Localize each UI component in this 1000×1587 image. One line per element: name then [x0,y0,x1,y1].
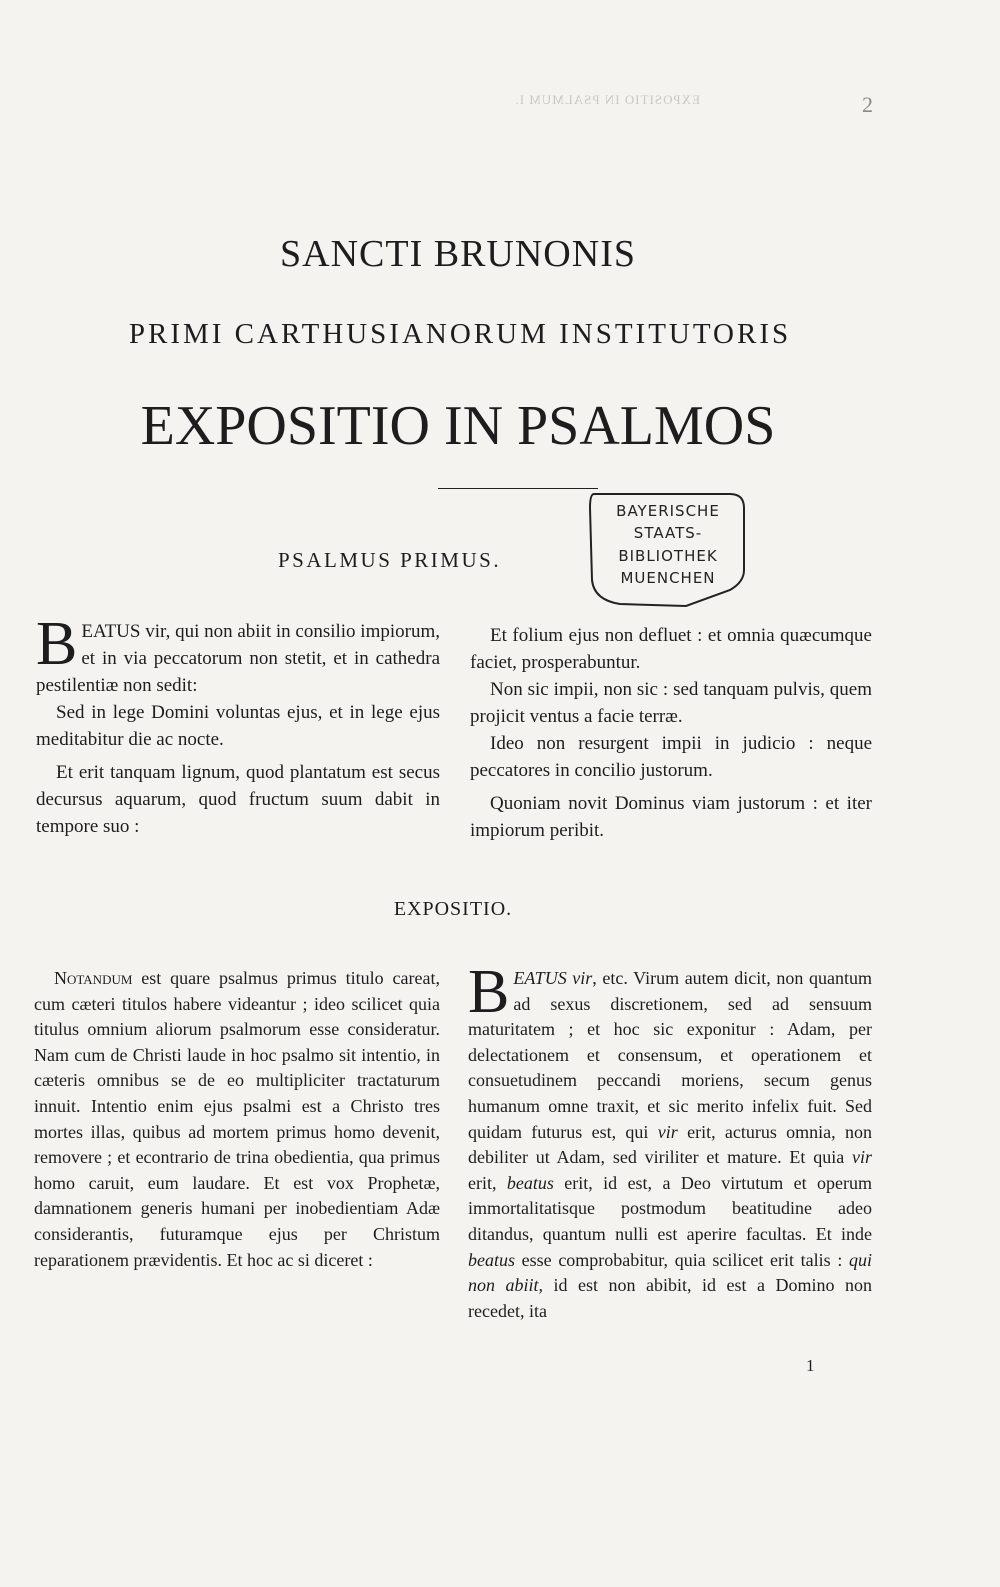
commentary-lead-word: Notandum [54,968,133,988]
commentary-run: qui non abiit, [468,1249,872,1296]
psalm-verse-3: Et erit tanquam lignum, quod plantatum est secus decursus aquarum, quod fructum suum dabit in tempore suo : [36,762,440,837]
psalm-column-right [470,622,872,844]
commentary-run: vir [657,1121,678,1142]
stamp-line2: STAATS- [633,524,703,542]
psalm-verse-6: Ideo non resurgent impii in judicio : neque peccatores in concilio justorum. [470,733,872,781]
page-number: 1 [806,1356,815,1375]
library-stamp [580,482,750,610]
commentary-run: , etc. Virum autem dicit, non quantum ad sexus discretionem, sed ad sensuum maturitatem ; et hoc sic exponitur : Adam, per delectationem et consensum, et operationem et consuetudinem peccandi moriens, secum genus humanum omne traxit, et sic merito infelix fuit. Sed quidam futurus est, qui [468,968,872,1142]
stamp-line3: BIBLIOTHEK [618,547,718,565]
commentary-run: erit, id est, a Deo virtutum et operum immortalitatisque postmodum beatitudine adeo ditandus, quantum nulli est aperire facultas. Et inde [468,1172,872,1244]
psalm-verse-5: Non sic impii, non sic : sed tanquam pulvis, quem projicit ventus a facie terræ. [470,679,872,727]
commentary-column-left [34,966,440,1273]
drop-cap: B [468,958,510,1026]
show-through-page-number: 2 [862,92,873,117]
psalm-verse-2: Sed in lege Domini voluntas ejus, et in lege ejus meditabitur die ac nocte. [36,702,440,750]
commentary-run: beatus [506,1172,554,1193]
stamp-line4: MUENCHEN [620,569,716,587]
commentary-run: erit, acturus omnia, non debiliter ut Adam, sed viriliter et mature. Et quia [468,1121,872,1168]
show-through-running-head: EXPOSITIO IN PSALMUM I. [514,92,700,107]
commentary-run: id est non abibit, id est a Domino non recedet, ita [468,1275,872,1321]
psalm-column-left [36,610,441,840]
commentary-paragraph: Notandum est quare psalmus primus titulo careat, cum cæteri titulos habere videantur ; ideo scilicet quia titulus omnium aliorum psalmorum esse consideratur. Nam cum de Christi laude in hoc psalmo sit intentio, in cæteris omnibus se de eo multipliciter tractaturum innuit. Intentio enim ejus psalmi est a Christo tres mortes illas, quibus ad mortem primus homo devenit, removere ; et econtrario de trina obedientia, qua primus homo caruit, eum laudare. Et est vox Prophetæ, damnationem generis humani per inobedientiam Adæ considerantis, futuramque ejus per Christum reparationem prævidentis. Et hoc ac si diceret : [34,968,440,1270]
commentary-column-right [468,958,872,1324]
psalm-verse-4: Et folium ejus non defluet : et omnia quæcumque faciet, prosperabuntur. [470,625,872,673]
commentary-run: esse comprobabitur, quia scilicet erit talis : [515,1249,849,1270]
psalm-verse-7: Quoniam novit Dominus viam justorum : et iter impiorum peribit. [470,793,872,841]
title-rule [438,488,598,489]
title-line-1: SANCTI BRUNONIS [280,233,636,275]
title-line-3: EXPOSITIO IN PSALMOS [140,395,776,457]
commentary-run: beatus [468,1249,515,1270]
commentary-run: EATUS vir [513,968,593,988]
commentary-paragraph-right [468,958,872,1324]
stamp-line1: BAYERISCHE [616,502,720,520]
psalm-verse-1: BEATUS vir, qui non abiit in consilio impiorum, et in via peccatorum non stetit, et in cathedra pestilentiæ non sedit: [36,610,441,696]
title-line-2: PRIMI CARTHUSIANORUM INSTITUTORIS [128,318,792,350]
commentary-run: vir [852,1147,872,1168]
exposition-heading: EXPOSITIO. [393,898,513,920]
drop-cap: B [36,610,78,678]
psalm-heading: PSALMUS PRIMUS. [278,548,502,572]
commentary-run: erit, [468,1172,507,1193]
